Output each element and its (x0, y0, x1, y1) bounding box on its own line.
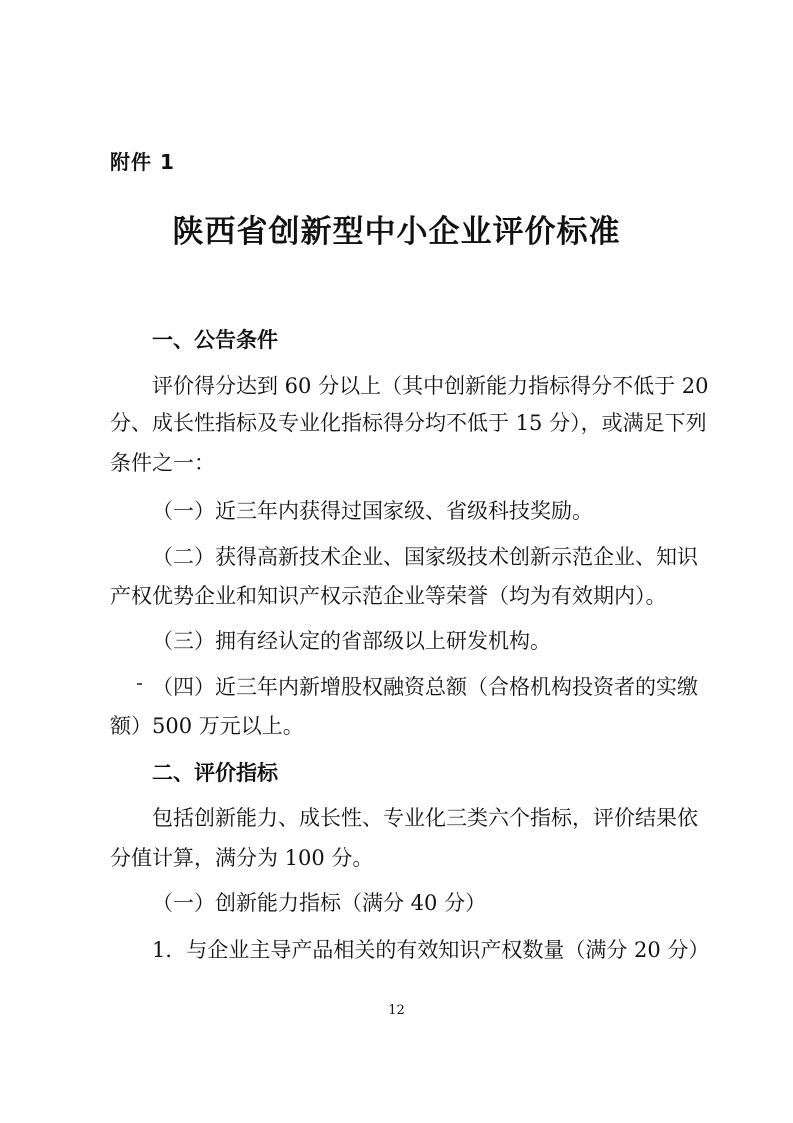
section-heading-announcement-conditions: 一、公告条件 (152, 328, 278, 352)
section-heading-evaluation-indicators: 二、评价指标 (152, 761, 278, 785)
paragraph-line: 包括创新能力、成长性、专业化三类六个指标，评价结果依 (152, 806, 698, 830)
condition-item-2-line: 产权优势企业和知识产权示范企业等荣誉（均为有效期内）。 (110, 584, 667, 608)
indicator-item-1: 1．与企业主导产品相关的有效知识产权数量（满分 20 分） (152, 938, 710, 962)
scan-speck (137, 683, 142, 685)
paragraph-line: 分、成长性指标及专业化指标得分均不低于 15 分），或满足下列 (110, 411, 707, 435)
page-number: 12 (388, 1003, 405, 1018)
subsection-innovation-capability: （一）创新能力指标（满分 40 分） (152, 891, 487, 915)
condition-item-1: （一）近三年内获得过国家级、省级科技奖励。 (152, 499, 593, 523)
attachment-label: 附件 1 (110, 150, 175, 174)
condition-item-3: （三）拥有经认定的省部级以上研发机构。 (152, 629, 551, 653)
condition-item-4-line: 额）500 万元以上。 (110, 714, 304, 738)
paragraph-line: 评价得分达到 60 分以上（其中创新能力指标得分不低于 20 (152, 374, 709, 398)
paragraph-line: 条件之一： (110, 451, 215, 475)
condition-item-4-line: （四）近三年内新增股权融资总额（合格机构投资者的实缴 (152, 675, 698, 699)
condition-item-2-line: （二）获得高新技术企业、国家级技术创新示范企业、知识 (152, 545, 698, 569)
paragraph-line: 分值计算，满分为 100 分。 (110, 846, 374, 870)
document-title: 陕西省创新型中小企业评价标准 (172, 214, 621, 250)
